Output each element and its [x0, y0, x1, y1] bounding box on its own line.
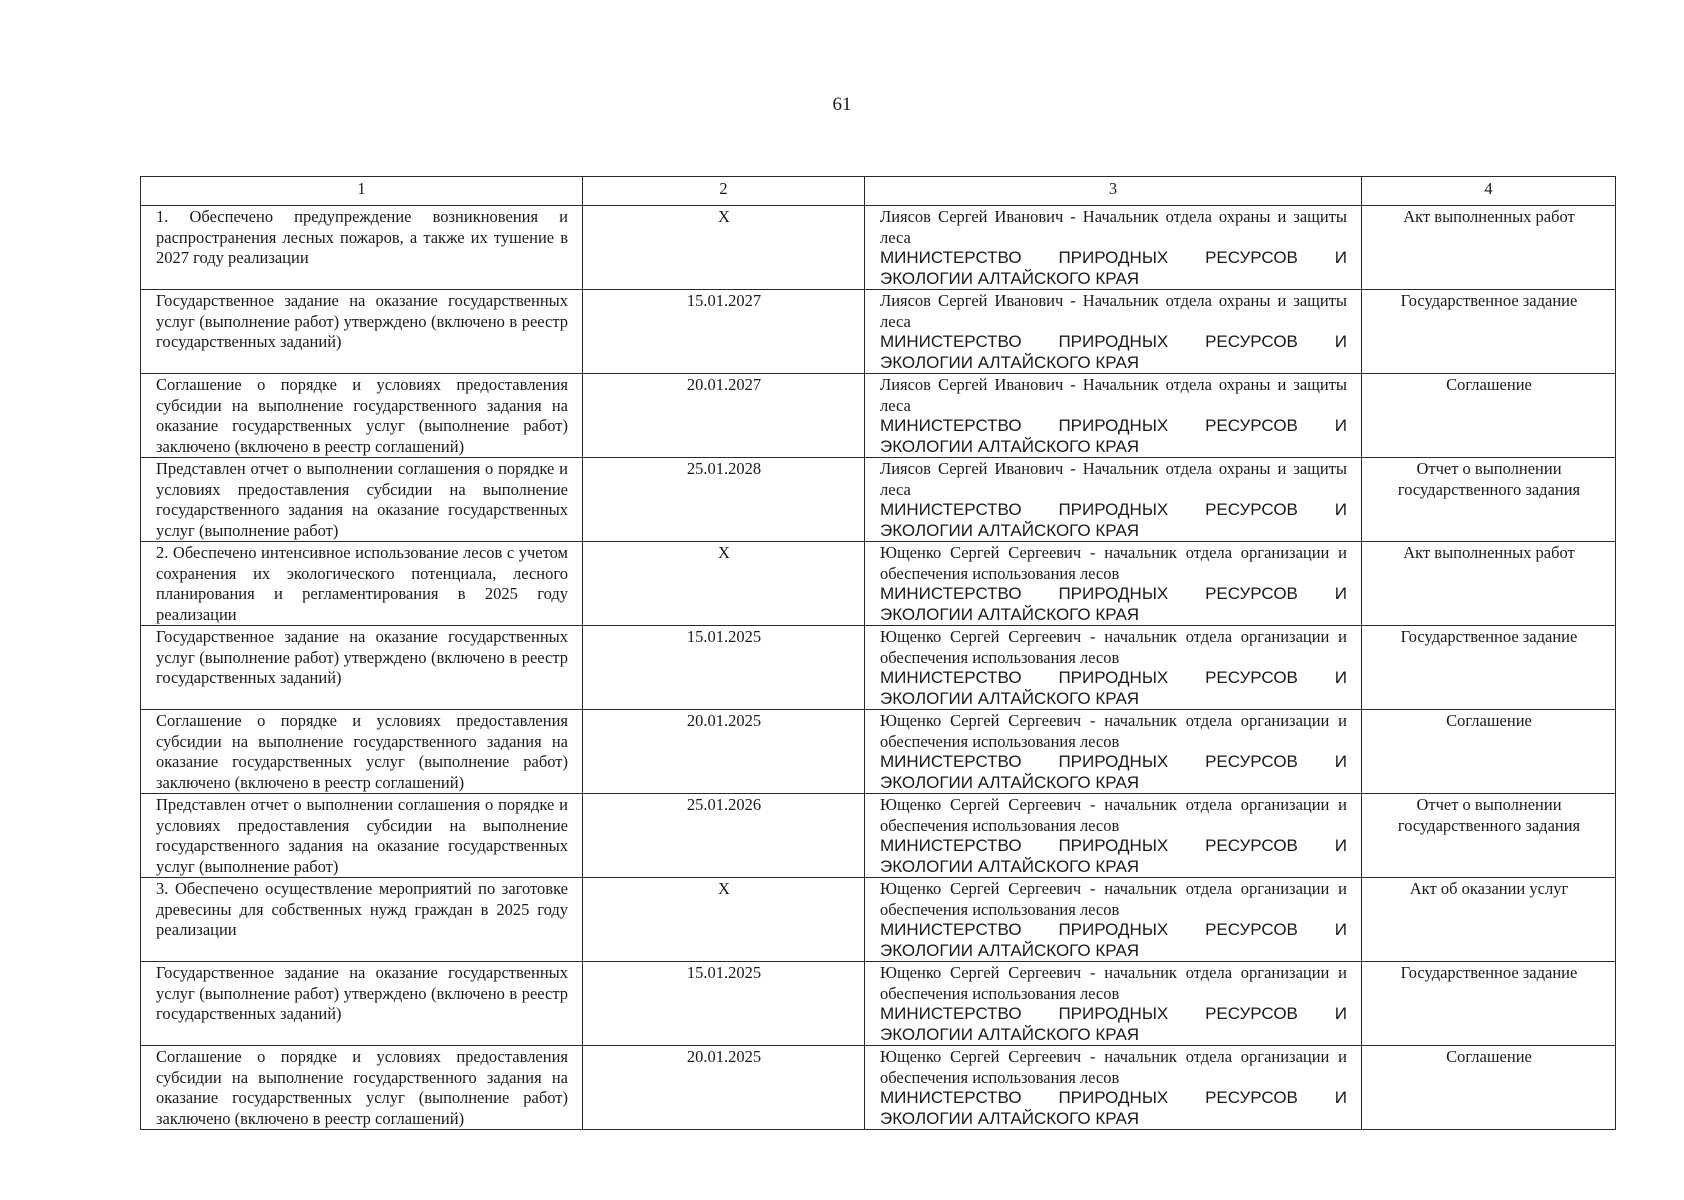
- document-type-cell: Соглашение: [1362, 710, 1616, 794]
- responsible-organization: [880, 584, 1347, 625]
- org-word: ПРИРОДНЫХ: [1058, 416, 1169, 435]
- org-word: ПРИРОДНЫХ: [1058, 752, 1169, 771]
- responsible-cell: [865, 626, 1362, 710]
- table-header-row: [141, 177, 1616, 206]
- responsible-person: Ющенко Сергей Сергеевич - начальник отдела организации и обеспечения использования лесов: [880, 1047, 1347, 1087]
- event-cell: Представлен отчет о выполнении соглашения о порядке и условиях предоставления субсидии на выполнение государственного задания на оказание государственных услуг (выполнение работ): [141, 458, 583, 542]
- table-row: [141, 374, 1616, 458]
- org-word: ПРИРОДНЫХ: [1058, 500, 1169, 519]
- document-table: [140, 176, 1616, 1130]
- responsible-organization: [880, 752, 1347, 793]
- event-cell: Представлен отчет о выполнении соглашения о порядке и условиях предоставления субсидии на выполнение государственного задания на оказание государственных услуг (выполнение работ): [141, 794, 583, 878]
- org-word: РЕСУРСОВ: [1205, 248, 1298, 267]
- org-word: И: [1334, 1004, 1347, 1023]
- column-header: 1: [141, 177, 583, 206]
- org-word: МИНИСТЕРСТВО: [880, 584, 1022, 603]
- organization-line-1: [880, 1088, 1347, 1109]
- org-word: МИНИСТЕРСТВО: [880, 1004, 1022, 1023]
- org-word: ПРИРОДНЫХ: [1058, 584, 1169, 603]
- org-word: МИНИСТЕРСТВО: [880, 836, 1022, 855]
- org-word: МИНИСТЕРСТВО: [880, 920, 1022, 939]
- org-word: И: [1334, 1088, 1347, 1107]
- org-word: И: [1334, 752, 1347, 771]
- responsible-cell: [865, 794, 1362, 878]
- table-row: [141, 878, 1616, 962]
- date-cell: 25.01.2026: [583, 794, 865, 878]
- organization-line-1: [880, 836, 1347, 857]
- date-cell: 25.01.2028: [583, 458, 865, 542]
- org-word: РЕСУРСОВ: [1205, 1004, 1298, 1023]
- organization-line-1: [880, 248, 1347, 269]
- event-cell: 1. Обеспечено предупреждение возникновения и распространения лесных пожаров, а также их тушение в 2027 году реализации: [141, 206, 583, 290]
- table-body: [141, 206, 1616, 1130]
- responsible-person: Лиясов Сергей Иванович - Начальник отдела охраны и защиты леса: [880, 459, 1347, 499]
- date-cell: X: [583, 542, 865, 626]
- table-row: [141, 962, 1616, 1046]
- table-row: [141, 206, 1616, 290]
- responsible-organization: [880, 1088, 1347, 1129]
- organization-line-1: [880, 584, 1347, 605]
- table-row: [141, 542, 1616, 626]
- organization-line-2: ЭКОЛОГИИ АЛТАЙСКОГО КРАЯ: [880, 856, 1140, 876]
- table-row: [141, 1046, 1616, 1130]
- org-word: ПРИРОДНЫХ: [1058, 668, 1169, 687]
- responsible-organization: [880, 416, 1347, 457]
- org-word: РЕСУРСОВ: [1205, 584, 1298, 603]
- organization-line-2: ЭКОЛОГИИ АЛТАЙСКОГО КРАЯ: [880, 604, 1140, 624]
- org-word: РЕСУРСОВ: [1205, 332, 1298, 351]
- org-word: И: [1334, 332, 1347, 351]
- responsible-person: Ющенко Сергей Сергеевич - начальник отдела организации и обеспечения использования лесов: [880, 963, 1347, 1003]
- organization-line-1: [880, 500, 1347, 521]
- organization-line-2: ЭКОЛОГИИ АЛТАЙСКОГО КРАЯ: [880, 1024, 1140, 1044]
- responsible-person: Ющенко Сергей Сергеевич - начальник отдела организации и обеспечения использования лесов: [880, 711, 1347, 751]
- responsible-cell: [865, 458, 1362, 542]
- org-word: ПРИРОДНЫХ: [1058, 1088, 1169, 1107]
- org-word: РЕСУРСОВ: [1205, 836, 1298, 855]
- date-cell: 20.01.2025: [583, 710, 865, 794]
- org-word: РЕСУРСОВ: [1205, 668, 1298, 687]
- responsible-cell: [865, 878, 1362, 962]
- org-word: ПРИРОДНЫХ: [1058, 1004, 1169, 1023]
- org-word: И: [1334, 500, 1347, 519]
- document-type-cell: Соглашение: [1362, 374, 1616, 458]
- org-word: ПРИРОДНЫХ: [1058, 332, 1169, 351]
- org-word: ПРИРОДНЫХ: [1058, 836, 1169, 855]
- date-cell: X: [583, 206, 865, 290]
- responsible-person: Лиясов Сергей Иванович - Начальник отдела охраны и защиты леса: [880, 207, 1347, 247]
- responsible-cell: [865, 1046, 1362, 1130]
- responsible-person: Ющенко Сергей Сергеевич - начальник отдела организации и обеспечения использования лесов: [880, 795, 1347, 835]
- organization-line-2: ЭКОЛОГИИ АЛТАЙСКОГО КРАЯ: [880, 688, 1140, 708]
- org-word: МИНИСТЕРСТВО: [880, 668, 1022, 687]
- org-word: И: [1334, 584, 1347, 603]
- responsible-person: Ющенко Сергей Сергеевич - начальник отдела организации и обеспечения использования лесов: [880, 543, 1347, 583]
- org-word: И: [1334, 920, 1347, 939]
- organization-line-2: ЭКОЛОГИИ АЛТАЙСКОГО КРАЯ: [880, 1108, 1140, 1128]
- event-cell: 3. Обеспечено осуществление мероприятий по заготовке древесины для собственных нужд граждан в 2025 году реализации: [141, 878, 583, 962]
- org-word: ПРИРОДНЫХ: [1058, 920, 1169, 939]
- responsible-cell: [865, 206, 1362, 290]
- responsible-person: Лиясов Сергей Иванович - Начальник отдела охраны и защиты леса: [880, 291, 1347, 331]
- responsible-organization: [880, 500, 1347, 541]
- responsible-cell: [865, 374, 1362, 458]
- responsible-organization: [880, 1004, 1347, 1045]
- date-cell: X: [583, 878, 865, 962]
- date-cell: 20.01.2025: [583, 1046, 865, 1130]
- organization-line-1: [880, 332, 1347, 353]
- org-word: МИНИСТЕРСТВО: [880, 752, 1022, 771]
- document-type-cell: Отчет о выполнении государственного задания: [1362, 458, 1616, 542]
- date-cell: 15.01.2025: [583, 962, 865, 1046]
- org-word: И: [1334, 836, 1347, 855]
- organization-line-1: [880, 416, 1347, 437]
- table-row: [141, 626, 1616, 710]
- responsible-person: Ющенко Сергей Сергеевич - начальник отдела организации и обеспечения использования лесов: [880, 627, 1347, 667]
- org-word: МИНИСТЕРСТВО: [880, 1088, 1022, 1107]
- organization-line-2: ЭКОЛОГИИ АЛТАЙСКОГО КРАЯ: [880, 268, 1140, 288]
- event-cell: Государственное задание на оказание государственных услуг (выполнение работ) утверждено (включено в реестр государственных заданий): [141, 962, 583, 1046]
- event-cell: Государственное задание на оказание государственных услуг (выполнение работ) утверждено (включено в реестр государственных заданий): [141, 626, 583, 710]
- date-cell: 20.01.2027: [583, 374, 865, 458]
- org-word: И: [1334, 668, 1347, 687]
- org-word: РЕСУРСОВ: [1205, 416, 1298, 435]
- page-number: 61: [832, 94, 852, 115]
- document-type-cell: Соглашение: [1362, 1046, 1616, 1130]
- organization-line-2: ЭКОЛОГИИ АЛТАЙСКОГО КРАЯ: [880, 772, 1140, 792]
- org-word: И: [1334, 416, 1347, 435]
- organization-line-2: ЭКОЛОГИИ АЛТАЙСКОГО КРАЯ: [880, 520, 1140, 540]
- document-type-cell: Государственное задание: [1362, 962, 1616, 1046]
- responsible-person: Ющенко Сергей Сергеевич - начальник отдела организации и обеспечения использования лесов: [880, 879, 1347, 919]
- event-cell: Государственное задание на оказание государственных услуг (выполнение работ) утверждено (включено в реестр государственных заданий): [141, 290, 583, 374]
- document-type-cell: Государственное задание: [1362, 290, 1616, 374]
- responsible-cell: [865, 710, 1362, 794]
- organization-line-1: [880, 920, 1347, 941]
- responsible-cell: [865, 962, 1362, 1046]
- organization-line-2: ЭКОЛОГИИ АЛТАЙСКОГО КРАЯ: [880, 940, 1140, 960]
- table-row: [141, 458, 1616, 542]
- responsible-organization: [880, 248, 1347, 289]
- organization-line-1: [880, 752, 1347, 773]
- org-word: РЕСУРСОВ: [1205, 752, 1298, 771]
- org-word: РЕСУРСОВ: [1205, 920, 1298, 939]
- org-word: РЕСУРСОВ: [1205, 500, 1298, 519]
- event-cell: Соглашение о порядке и условиях предоставления субсидии на выполнение государственного задания на оказание государственных услуг (выполнение работ) заключено (включено в реестр соглашений): [141, 374, 583, 458]
- document-type-cell: Акт выполненных работ: [1362, 542, 1616, 626]
- event-cell: Соглашение о порядке и условиях предоставления субсидии на выполнение государственного задания на оказание государственных услуг (выполнение работ) заключено (включено в реестр соглашений): [141, 1046, 583, 1130]
- responsible-organization: [880, 920, 1347, 961]
- responsible-cell: [865, 542, 1362, 626]
- org-word: МИНИСТЕРСТВО: [880, 248, 1022, 267]
- org-word: И: [1334, 248, 1347, 267]
- event-cell: 2. Обеспечено интенсивное использование лесов с учетом сохранения их экологического потенциала, лесного планирования и регламентирования в 2025 году реализации: [141, 542, 583, 626]
- organization-line-1: [880, 668, 1347, 689]
- responsible-person: Лиясов Сергей Иванович - Начальник отдела охраны и защиты леса: [880, 375, 1347, 415]
- column-header: 3: [865, 177, 1362, 206]
- date-cell: 15.01.2027: [583, 290, 865, 374]
- responsible-organization: [880, 668, 1347, 709]
- table-row: [141, 710, 1616, 794]
- table-row: [141, 290, 1616, 374]
- organization-line-1: [880, 1004, 1347, 1025]
- organization-line-2: ЭКОЛОГИИ АЛТАЙСКОГО КРАЯ: [880, 352, 1140, 372]
- organization-line-2: ЭКОЛОГИИ АЛТАЙСКОГО КРАЯ: [880, 436, 1140, 456]
- document-type-cell: Государственное задание: [1362, 626, 1616, 710]
- responsible-organization: [880, 332, 1347, 373]
- responsible-organization: [880, 836, 1347, 877]
- document-type-cell: Акт выполненных работ: [1362, 206, 1616, 290]
- column-header: 4: [1362, 177, 1616, 206]
- org-word: МИНИСТЕРСТВО: [880, 416, 1022, 435]
- document-type-cell: Отчет о выполнении государственного задания: [1362, 794, 1616, 878]
- org-word: ПРИРОДНЫХ: [1058, 248, 1169, 267]
- date-cell: 15.01.2025: [583, 626, 865, 710]
- event-cell: Соглашение о порядке и условиях предоставления субсидии на выполнение государственного задания на оказание государственных услуг (выполнение работ) заключено (включено в реестр соглашений): [141, 710, 583, 794]
- table-row: [141, 794, 1616, 878]
- document-type-cell: Акт об оказании услуг: [1362, 878, 1616, 962]
- responsible-cell: [865, 290, 1362, 374]
- org-word: РЕСУРСОВ: [1205, 1088, 1298, 1107]
- org-word: МИНИСТЕРСТВО: [880, 332, 1022, 351]
- org-word: МИНИСТЕРСТВО: [880, 500, 1022, 519]
- column-header: 2: [583, 177, 865, 206]
